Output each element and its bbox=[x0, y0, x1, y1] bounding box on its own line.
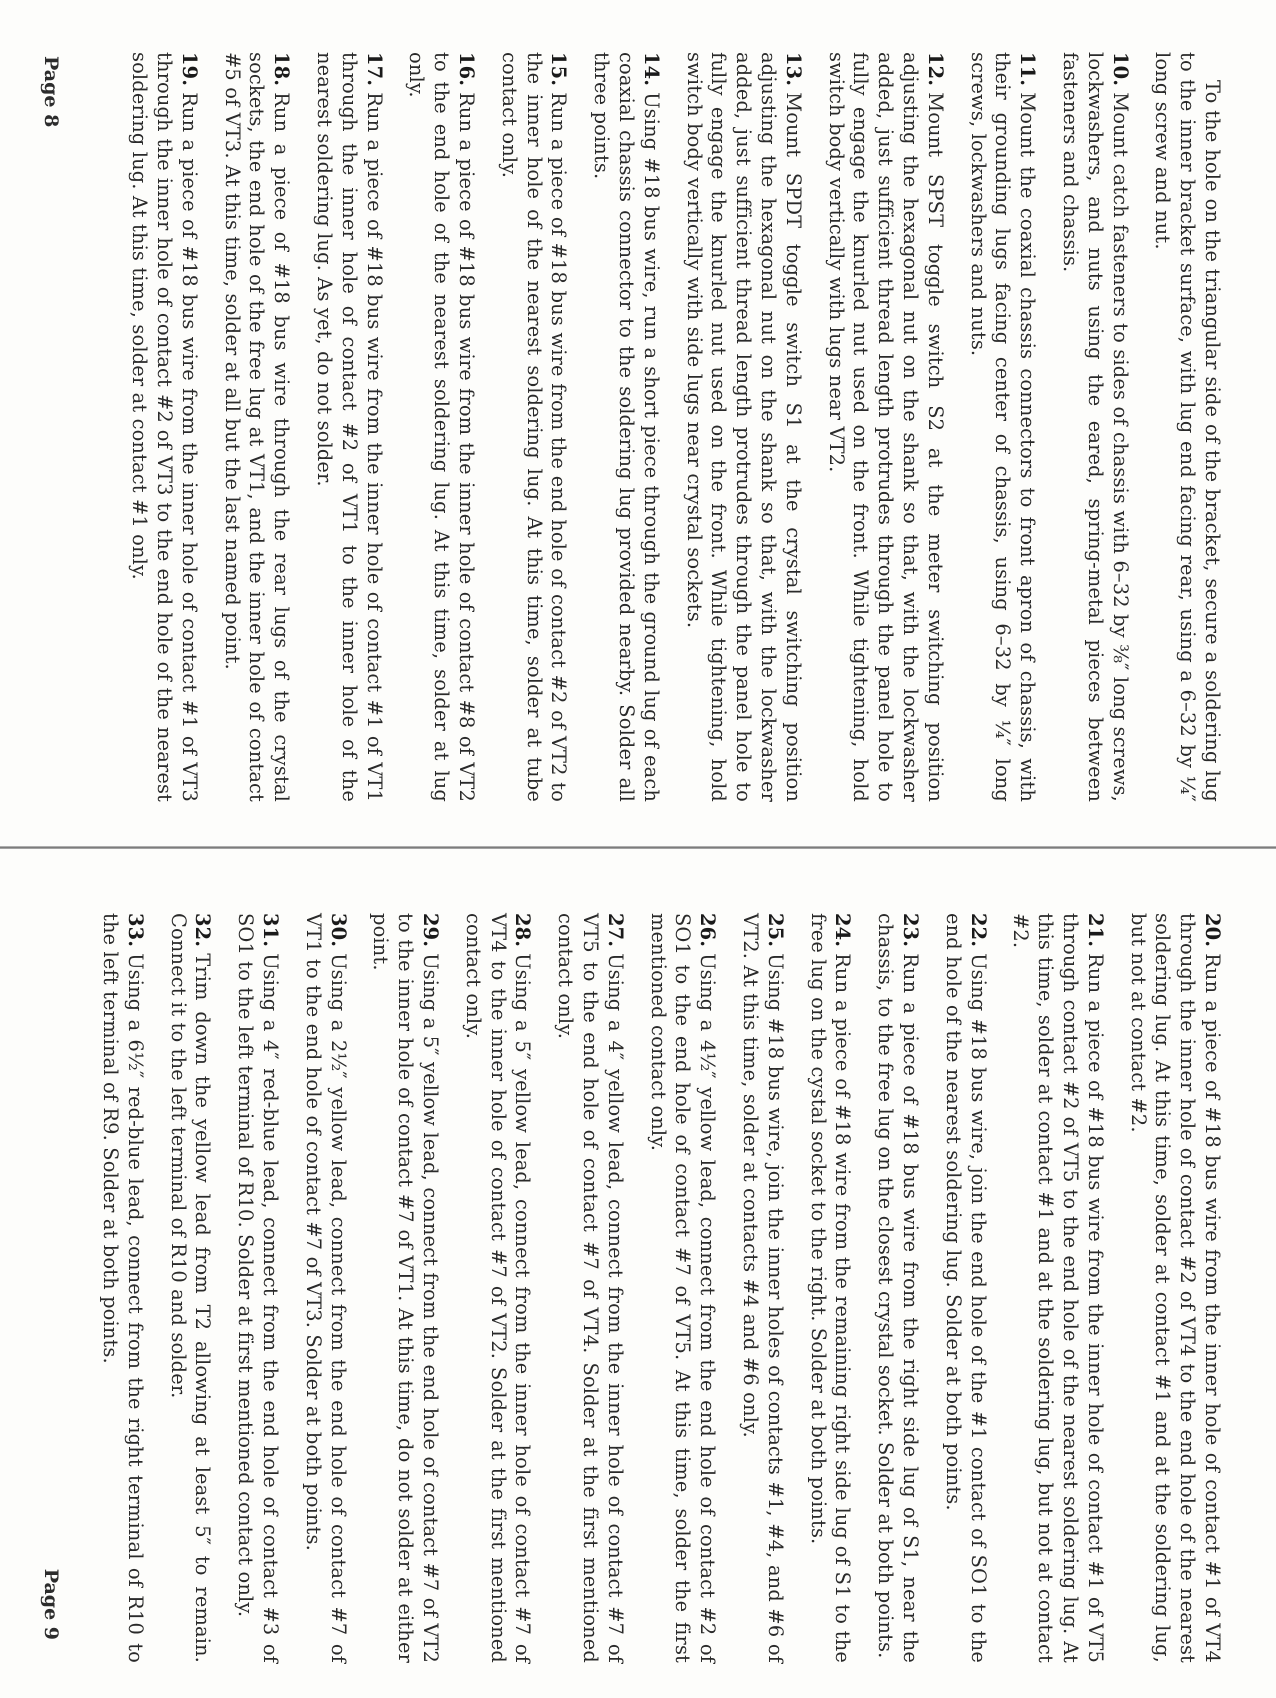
step-29 bbox=[368, 913, 442, 1663]
step-text: Using a 5″ yellow lead, connect from the end hole of contact #7 of VT2 to the inner hole of contact #7 of VT1. At this time, do not solder at either point. bbox=[369, 913, 443, 1663]
step-text: Mount SPST toggle switch S2 at the meter switching position adjusting the hexagonal nut on the shank so that, with the lockwasher added, just sufficient thread length protrudes through the panel hole to fully engage the knurled nut used on the front. While tightening, hold switch body vertically with lugs near VT2. bbox=[824, 52, 947, 802]
step-number: 23. bbox=[899, 913, 923, 948]
step-number: 32. bbox=[191, 913, 215, 948]
step-text: Mount catch fasteners to sides of chassis with 6–32 by ⅜″ long screws, lockwashers, and nuts using the eared, spring-metal pieces between fasteners and chassis. bbox=[1059, 52, 1132, 802]
step-text: Run a piece of #18 bus wire through the rear lugs of the crystal sockets, the end hole of the free lug at VT1, and the inner hole of contact #5 of VT3. At this time, solder at all but the last named point. bbox=[220, 52, 294, 802]
step-text: Run a piece of #18 bus wire from the inner hole of contact #1 of VT1 through the inner hole of contact #2 of VT1 to the inner hole of the nearest soldering lug. As yet, do not solder. bbox=[313, 52, 386, 802]
step-27 bbox=[552, 913, 626, 1663]
step-number: 18. bbox=[270, 52, 294, 87]
step-12 bbox=[823, 52, 947, 802]
step-26 bbox=[645, 913, 719, 1663]
step-16 bbox=[404, 52, 478, 802]
step-number: 16. bbox=[455, 52, 479, 87]
step-23 bbox=[872, 913, 922, 1663]
step-number: 22. bbox=[966, 913, 990, 948]
right-text-column bbox=[79, 913, 1224, 1663]
step-number: 27. bbox=[603, 913, 627, 948]
step-number: 15. bbox=[547, 52, 571, 87]
step-number: 25. bbox=[763, 913, 787, 948]
step-text: Mount SPDT toggle switch S1 at the crystal switching position adjusting the hexagonal nut on the shank so that, with the lockwasher added, just sufficient thread length protrudes through the panel hole to fully engage the knurled nut used on the front. While tightening, hold switch body vertically with side lugs near crystal sockets. bbox=[682, 52, 805, 802]
step-text: Using a 4″ yellow lead, connect from the inner hole of contact #7 of VT5 to the end hole of contact #7 of VT4. Solder at the first mentioned contact only. bbox=[554, 913, 627, 1663]
step-22 bbox=[940, 913, 990, 1663]
step-13 bbox=[681, 52, 805, 802]
page-9 bbox=[0, 849, 1276, 1698]
step-15 bbox=[496, 52, 570, 802]
step-text: Using a 6½″ red-blue lead, connect from the right terminal of R10 to the left terminal of R9. Solder at both points. bbox=[99, 913, 147, 1663]
step-number: 19. bbox=[177, 52, 201, 87]
step-number: 33. bbox=[123, 913, 147, 948]
step-number: 30. bbox=[326, 913, 350, 948]
step-25 bbox=[737, 913, 787, 1663]
step-number: 13. bbox=[781, 52, 805, 87]
step-text: Trim down the yellow lead from T2 allowing at least 5″ to remain. Connect it to the left terminal of R10 and solder. bbox=[166, 913, 215, 1663]
step-text: Using #18 bus wire, join the end hole of the #1 contact of SO1 to the end hole of the nearest soldering lug. Solder at both points. bbox=[941, 913, 990, 1663]
step-number: 14. bbox=[639, 52, 663, 87]
step-number: 31. bbox=[259, 913, 283, 948]
step-33 bbox=[97, 913, 147, 1663]
intro-paragraph: To the hole on the triangular side of the bracket, secure a soldering lug to the inner bracket surface, with lug end facing rear, using a 6–32 by ¼″ long screw and nut. bbox=[1151, 52, 1224, 802]
step-text: Using a 2½″ yellow lead, connect from the end hole of contact #7 of VT1 to the end hole of contact #7 of VT3. Solder at both points. bbox=[301, 913, 350, 1663]
step-text: Run a piece of #18 bus wire from the inner hole of contact #1 of VT5 through contact #2 of VT5 to the end hole of the nearest soldering lug. At this time, solder at contact #1 and at the soldering lug, but not at contact #2. bbox=[1009, 913, 1107, 1663]
step-number: 26. bbox=[696, 913, 720, 948]
step-20 bbox=[1125, 913, 1224, 1663]
step-text: Run a piece of #18 bus wire from the inner hole of contact #1 of VT3 through the inner hole of contact #2 of VT3 to the end hole of the nearest soldering lug. At this time, solder at contact #1 only. bbox=[128, 52, 201, 802]
step-11 bbox=[965, 52, 1039, 802]
step-number: 17. bbox=[362, 52, 386, 87]
step-number: 20. bbox=[1201, 913, 1224, 948]
step-text: Using a 5″ yellow lead, connect from the inner hole of contact #7 of VT4 to the inner hole of contact #7 of VT2. Solder at the first mentioned contact only. bbox=[461, 913, 535, 1663]
step-text: Using a 4″ red-blue lead, connect from the end hole of contact #3 of SO1 to the left terminal of R10. Solder at first mentioned contact only. bbox=[234, 913, 283, 1663]
step-text: Using #18 bus wire, join the inner holes of contacts #1, #4, and #6 of VT2. At this time, solder at contacts #4 and #6 only. bbox=[739, 913, 787, 1663]
step-18 bbox=[219, 52, 293, 802]
step-19 bbox=[127, 52, 201, 802]
step-28 bbox=[460, 913, 534, 1663]
step-text: Run a piece of #18 wire from the remaining right side lug of S1 to the free lug on the cystal socket to the right. Solder at both points. bbox=[806, 913, 855, 1663]
step-number: 11. bbox=[1016, 52, 1040, 87]
step-number: 24. bbox=[831, 913, 855, 948]
step-30 bbox=[300, 913, 350, 1663]
step-21 bbox=[1008, 913, 1107, 1663]
step-31 bbox=[233, 913, 283, 1663]
step-text: Mount the coaxial chassis connectors to front apron of chassis, with their grounding lugs facing center of chassis, using 6–32 by ¼″ long screws, lockwashers and nuts. bbox=[966, 52, 1040, 802]
step-number: 12. bbox=[923, 52, 947, 87]
step-text: Run a piece of #18 bus wire from the inner hole of contact #8 of VT2 to the end hole of the nearest soldering lug. At this time, solder at lug only. bbox=[405, 52, 479, 802]
step-24 bbox=[805, 913, 855, 1663]
page-number-8: Page 8 bbox=[40, 56, 62, 128]
step-10 bbox=[1057, 52, 1131, 802]
step-number: 29. bbox=[419, 913, 443, 948]
step-32 bbox=[165, 913, 215, 1663]
step-text: Run a piece of #18 bus wire from the end hole of contact #2 of VT2 to the inner hole of the nearest soldering lug. At this time, solder at tube contact only. bbox=[497, 52, 571, 802]
step-14 bbox=[588, 52, 662, 802]
step-17 bbox=[311, 52, 385, 802]
step-text: Run a piece of #18 bus wire from the right side lug of S1, near the chassis, to the free lug on the closest crystal socket. Solder at both points. bbox=[874, 913, 923, 1663]
page-number-9: Page 9 bbox=[40, 1568, 62, 1640]
step-text: Run a piece of #18 bus wire from the inner hole of contact #1 of VT4 through the inner hole of contact #2 of VT4 to the end hole of the nearest soldering lug. At this time, solder at contact #1 and at the soldering lug, but not at contact #2. bbox=[1126, 913, 1224, 1663]
step-number: 28. bbox=[511, 913, 535, 948]
left-text-column bbox=[109, 52, 1224, 802]
step-text: Using a 4½″ yellow lead, connect from the end hole of contact #2 of SO1 to the end hole of contact #7 of VT5. At this time, solder the first mentioned contact only. bbox=[646, 913, 720, 1663]
step-number: 10. bbox=[1108, 52, 1132, 87]
step-number: 21. bbox=[1083, 913, 1107, 948]
step-text: Using #18 bus wire, run a short piece through the ground lug of each coaxial chassis connector to the soldering lug provided nearby. Solder all three points. bbox=[590, 52, 663, 802]
